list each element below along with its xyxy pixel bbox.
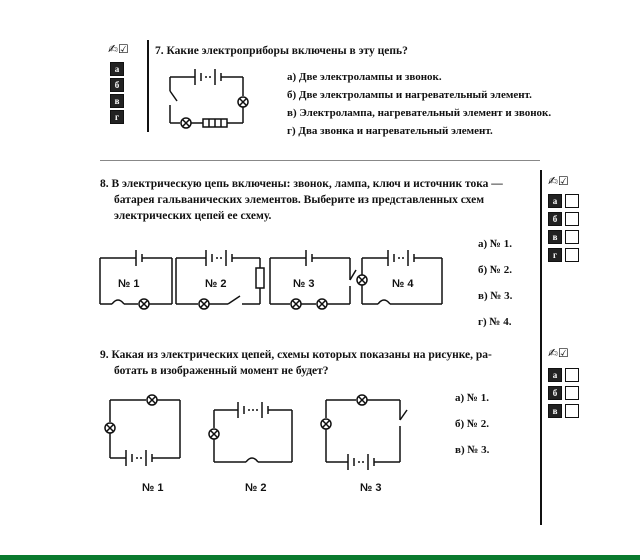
q7-option-g[interactable]: г) Два звонка и нагревательный элемент. [287,125,493,137]
q8-answer-boxes [548,194,579,266]
q9-option-v[interactable]: в) № 3. [455,444,490,456]
q9-answer-box-b[interactable]: б [548,386,562,400]
q9-answer-box-a-empty[interactable] [565,368,579,382]
q7-question [155,43,408,59]
q8-option-g[interactable]: г) № 4. [478,316,512,328]
q8-answer-box-a[interactable]: а [548,194,562,208]
q8-number: 8. [100,178,109,190]
q9-answer-boxes [548,368,579,422]
q8-circuit-label-4: № 4 [392,278,414,290]
q7-number: 7. [155,45,164,57]
q9-question [100,347,530,379]
q9-circuit-label-3: № 3 [360,482,382,494]
q7-answer-box-g[interactable]: г [110,110,124,124]
q9-answer-box-v-empty[interactable] [565,404,579,418]
q7-option-a[interactable]: а) Две электролампы и звонок. [287,71,442,83]
q9-circuit-1 [105,395,180,466]
q8-question [100,176,530,224]
q9-number: 9. [100,349,109,361]
q7-answer-box-a[interactable]: а [110,62,124,76]
q8-circuit-4 [357,250,442,304]
q8-text-line3: электрических цепей ее схему. [114,210,272,222]
q9-option-b[interactable]: б) № 2. [455,418,489,430]
q8-circuit-label-3: № 3 [293,278,315,290]
q9-circuit-3 [321,395,407,470]
q7-answer-box-v[interactable]: в [110,94,124,108]
pencil-check-icon: ✍☑ [108,42,129,56]
q8-answer-box-v[interactable]: в [548,230,562,244]
q8-answer-box-b-empty[interactable] [565,212,579,226]
q9-circuit-label-2: № 2 [245,482,267,494]
q8-answer-box-g-empty[interactable] [565,248,579,262]
q8-option-b[interactable]: б) № 2. [478,264,512,276]
q9-answer-box-v[interactable]: в [548,404,562,418]
q7-text: Какие электроприборы включены в эту цепь? [166,45,408,57]
q9-circuit-2 [209,402,292,462]
q8-option-a[interactable]: а) № 1. [478,238,512,250]
q9-circuit-label-1: № 1 [142,482,164,494]
q7-answer-boxes [110,62,124,126]
q8-answer-box-v-empty[interactable] [565,230,579,244]
q7-circuit-diagram [165,65,255,135]
q8-circuit-label-1: № 1 [118,278,140,290]
q8-text-line2: батарея гальванических элементов. Выберите из представленных схем [114,194,485,206]
q8-answer-box-b[interactable]: б [548,212,562,226]
q9-answer-box-b-empty[interactable] [565,386,579,400]
q8-option-v[interactable]: в) № 3. [478,290,513,302]
q8-circuit-label-2: № 2 [205,278,227,290]
q7-answer-box-b[interactable]: б [110,78,124,92]
q7-option-b[interactable]: б) Две электролампы и нагревательный элемент. [287,89,532,101]
q9-answer-box-a[interactable]: а [548,368,562,382]
q7-margin-line [147,40,149,132]
section-divider [100,160,540,161]
q9-text-line2: ботать в изображенный момент не будет? [114,365,329,377]
pencil-check-icon-q8: ✍☑ [548,174,569,188]
q9-option-a[interactable]: а) № 1. [455,392,489,404]
q7-option-v[interactable]: в) Электролампа, нагревательный элемент и звонок. [287,107,552,119]
q9-circuits-diagram [102,390,422,475]
q9-text-line1: Какая из электрических цепей, схемы которых показаны на рисунке, ра- [111,349,492,361]
pencil-check-icon-q9: ✍☑ [548,346,569,360]
right-margin-line [540,170,542,525]
q8-answer-box-g[interactable]: г [548,248,562,262]
q8-text-line1: В электрическую цепь включены: звонок, лампа, ключ и источник тока — [111,178,503,190]
footer-green-bar [0,555,640,560]
q8-answer-box-a-empty[interactable] [565,194,579,208]
